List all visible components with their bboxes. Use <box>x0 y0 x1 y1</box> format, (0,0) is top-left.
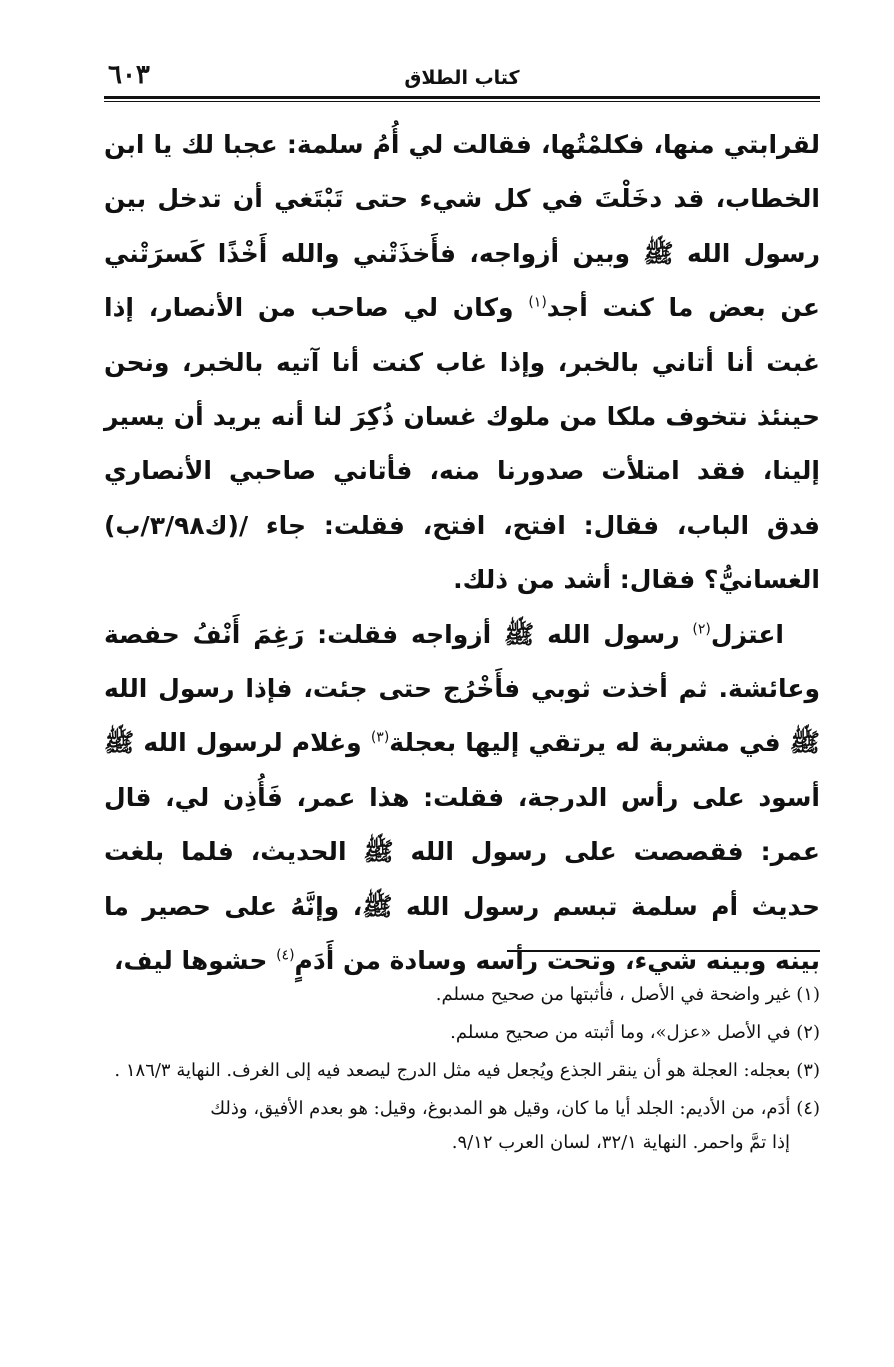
paragraph-1-text-a: لقرابتي منها، فكلمْتُها، فقالت لي أُمُ سلمة: عجبا لك يا ابن الخطاب، قد دخَلْتَ في كل شيء حتى تَبْتَغي أن تدخل بين رسول الله ﷺ وبين أزواجه، فأَخذَتْني والله أَخْذًا كَسرَتْني عن بعض ما كنت أجد <box>104 130 820 323</box>
paragraph-1 <box>104 118 820 608</box>
footnotes <box>96 978 820 1164</box>
header-rule <box>104 96 820 99</box>
running-title: كتاب الطلاق <box>404 67 520 89</box>
paragraph-2 <box>104 608 820 989</box>
footnote-4-text: (٤) أدَم، من الأديم: الجلد أيا ما كان، وقيل هو المدبوغ، وقيل: هو بعدم الأفيق، وذلك <box>210 1098 820 1119</box>
paragraph-2-text-c: وغلام لرسول الله ﷺ أسود على رأس الدرجة، فقلت: هذا عمر، فَأُذِن لي، قال عمر: فقصصت على رسول الله ﷺ الحديث، فلما بلغت حديث أم سلمة تبسم رسول الله ﷺ، وإنَّهُ على حصير ما بينه وبينه شيء، وتحت رأسه وسادة من أَدَمٍ <box>104 728 820 976</box>
paragraph-2-text-d: حشوها ليف، <box>113 946 277 976</box>
header-rule-thin <box>104 101 820 102</box>
footnote-4-continuation: إذا تمَّ واحمر. النهاية ٣٢/١، لسان العرب ٩/١٢. <box>451 1132 790 1153</box>
footnote-2: (٢) في الأصل «عزل»، وما أثبته من صحيح مسلم. <box>450 1022 820 1043</box>
paragraph-2-text-a: اعتزل <box>710 619 784 649</box>
footnote-4 <box>96 1092 820 1160</box>
paragraph-2-text-b: رسول الله ﷺ أزواجه فقلت: رَغِمَ أَنْفُ حفصة وعائشة. ثم أخذت ثوبي فأَخْرُج حتى جئت، فإذا رسول الله ﷺ في مشربة له يرتقي إليها بعجلة <box>104 619 820 758</box>
footnote-ref-1: (١) <box>528 294 547 311</box>
main-text <box>104 118 820 989</box>
footnote-ref-3: (٣) <box>370 730 390 747</box>
paragraph-1-text-b: وكان لي صاحب من الأنصار، إذا غبت أنا أتاني بالخبر، وإذا غاب كنت أنا آتيه بالخبر، ونحن حينئذ نتخوف ملكا من ملوك غسان ذُكِرَ لنا أنه يريد أن يسير إلينا، فقد امتلأت صدورنا منه، فأتاني صاحبي الأنصاري فدق الباب، فقال: افتح، افتح، فقلت: جاء /(ك٣/٩٨/ب) الغسانيُّ؟ فقال: أشد من ذلك. <box>104 293 820 595</box>
footnote-ref-4: (٤) <box>276 947 295 964</box>
footnote-ref-2: (٢) <box>692 621 711 638</box>
footnote-3: (٣) بعجله: العجلة هو أن ينقر الجذع ويُجعل فيه مثل الدرج ليصعد فيه إلى الغرف. النهاية ١٨٦/٣ . <box>114 1060 820 1081</box>
page-number: ٦٠٣ <box>108 60 150 90</box>
footnote-separator <box>507 950 820 952</box>
footnote-1: (١) غير واضحة في الأصل ، فأثبتها من صحيح مسلم. <box>435 984 820 1005</box>
